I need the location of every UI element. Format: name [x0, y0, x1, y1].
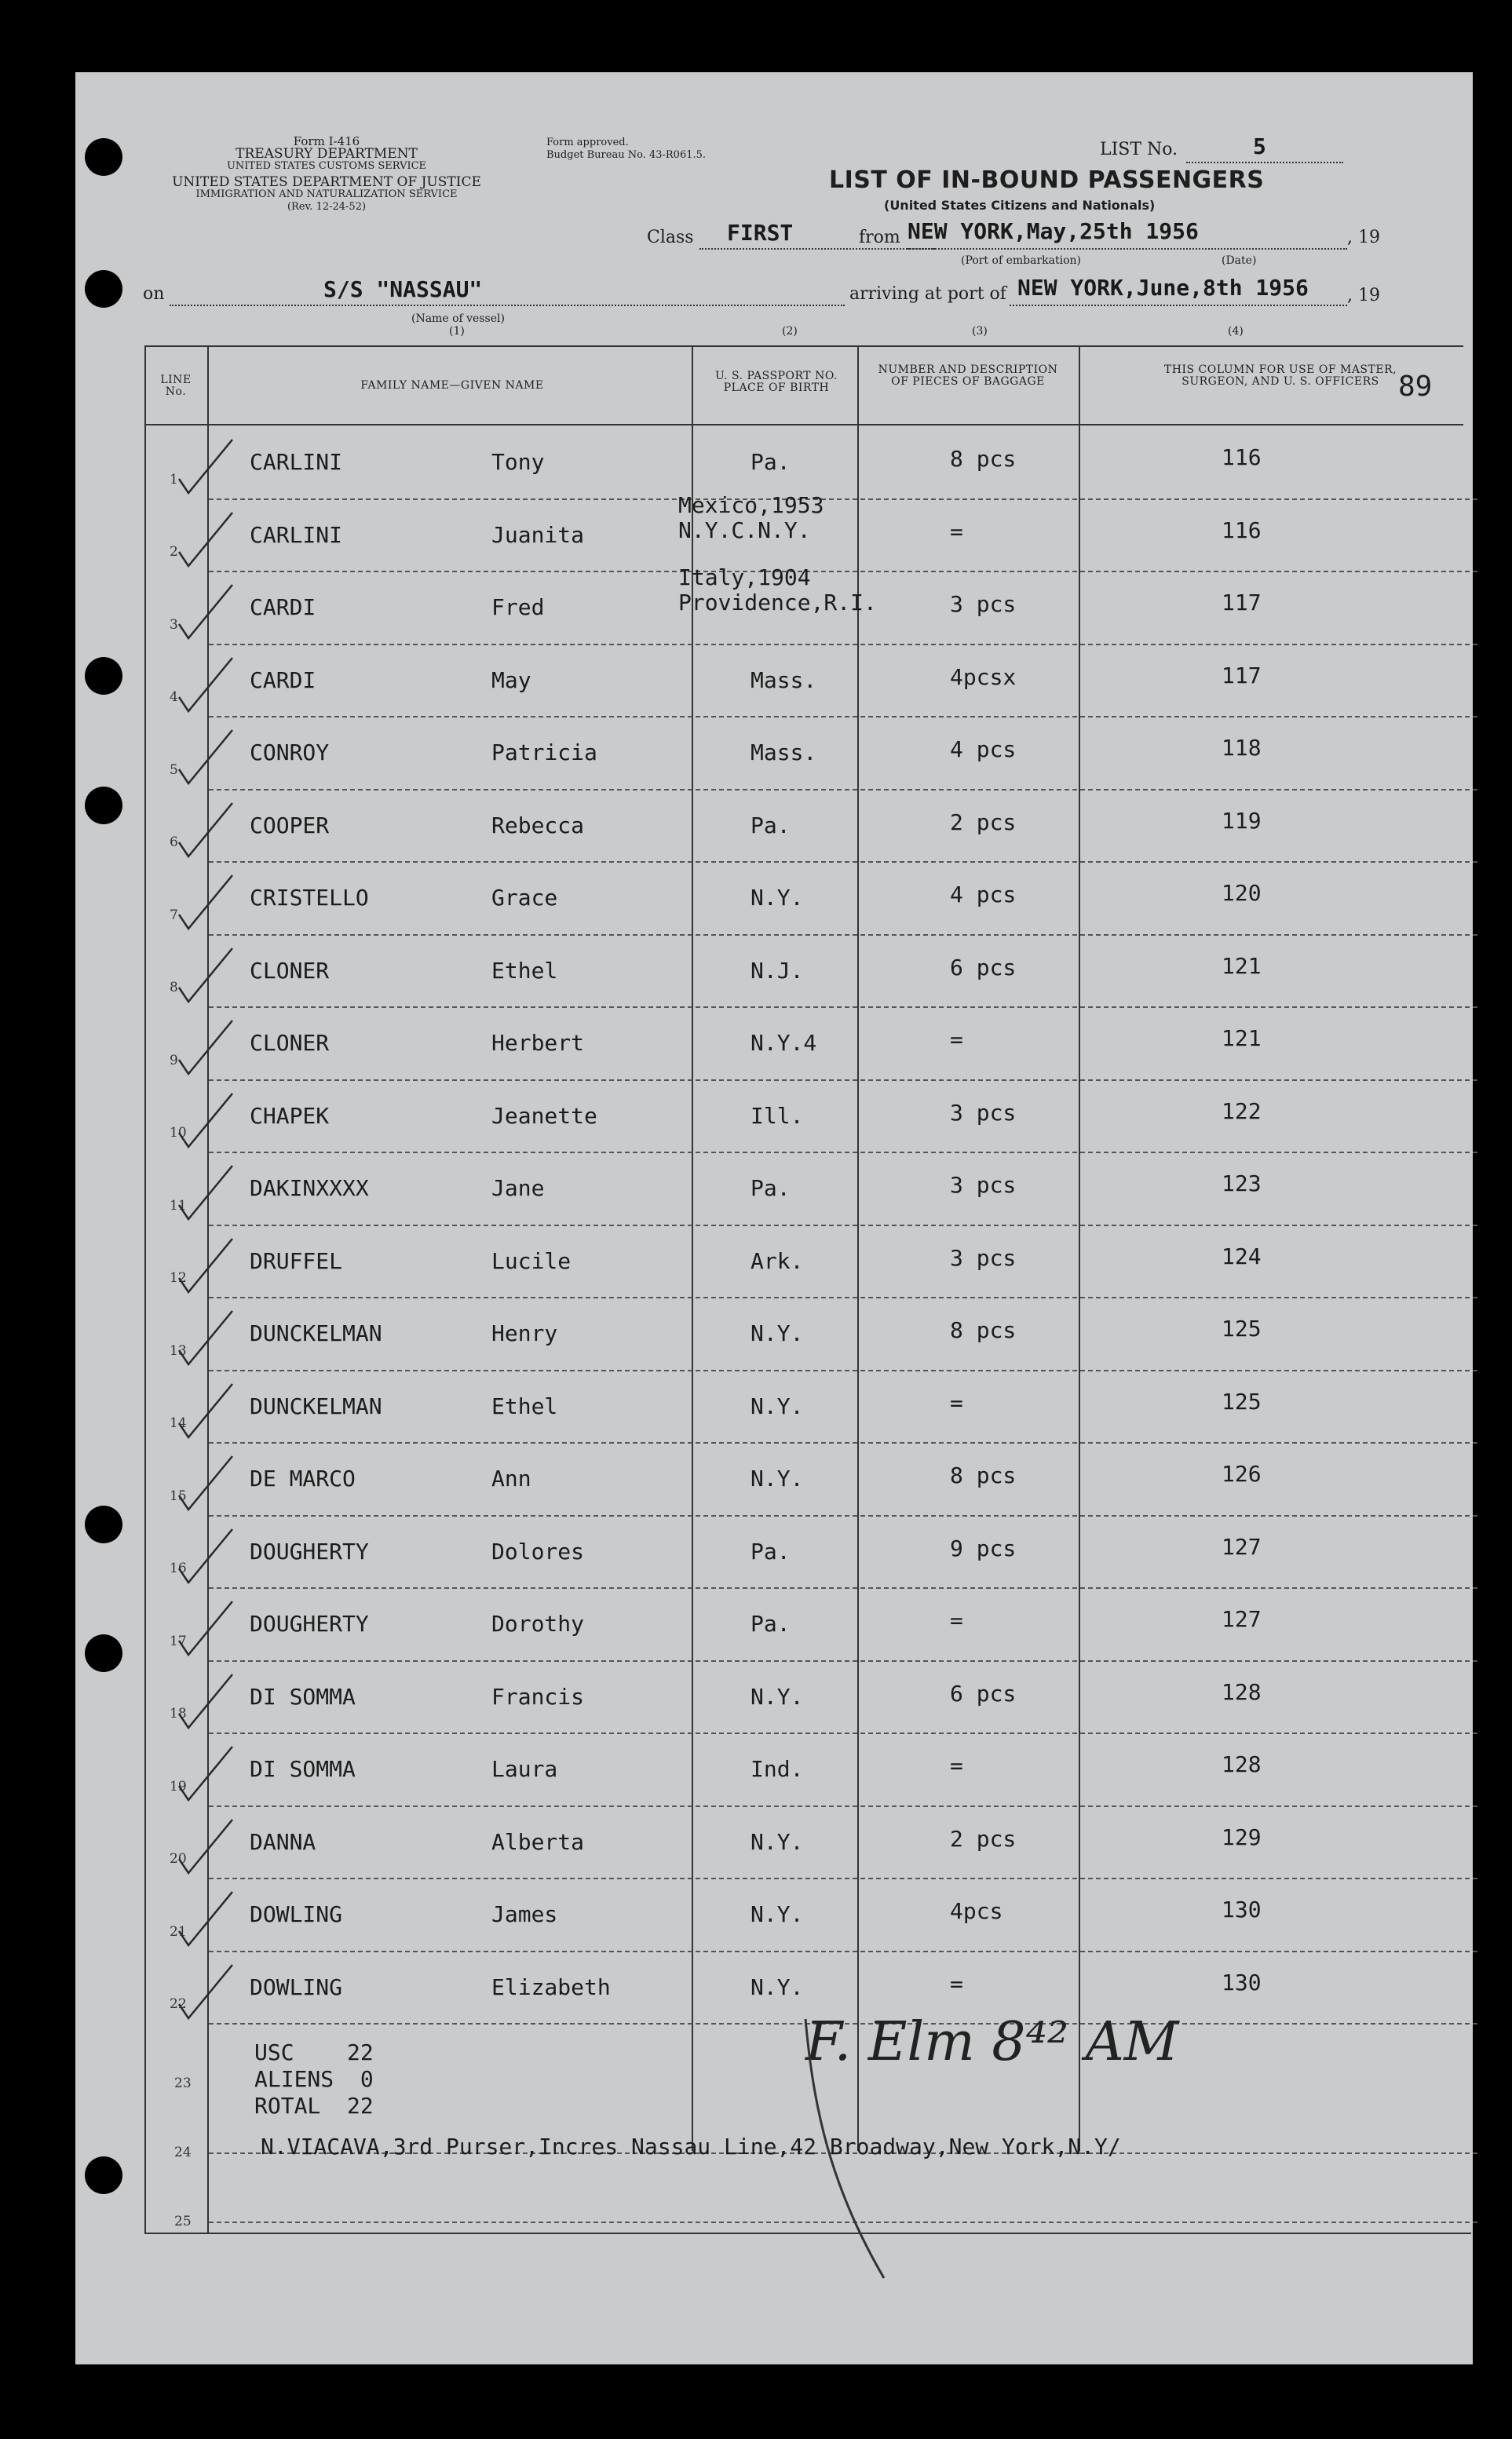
col-num-1: (1) [449, 325, 465, 338]
baggage-count: = [950, 1608, 963, 1634]
officer-number: 121 [1222, 1025, 1262, 1051]
check-mark-icon [176, 508, 239, 571]
family-name: DUNCKELMAN [250, 1320, 382, 1346]
officer-number: 118 [1222, 735, 1262, 761]
family-name: DOWLING [250, 1973, 343, 2000]
line-number: 1 [170, 471, 178, 487]
place-of-birth: Italy,1904 [678, 564, 811, 590]
family-name: DUNCKELMAN [250, 1393, 382, 1419]
check-mark-icon [176, 1960, 239, 2023]
form-sheet [75, 72, 1473, 2364]
form-subtitle: (United States Citizens and Nationals) [884, 198, 1156, 213]
officer-number: 117 [1222, 662, 1262, 688]
line-number: 3 [170, 616, 178, 633]
line-number: 6 [170, 834, 178, 850]
given-name: Elizabeth [491, 1973, 611, 2000]
baggage-count: = [950, 518, 963, 545]
list-no-value: 5 [1253, 133, 1266, 159]
officer-number: 127 [1222, 1606, 1262, 1632]
place-of-birth: Ark. [751, 1247, 804, 1274]
agency-block [130, 135, 523, 214]
baggage-count: 4 pcs [950, 882, 1017, 907]
officer-number: 130 [1222, 1969, 1262, 1995]
row-divider [209, 789, 1477, 790]
place-of-birth: N.Y.4 [751, 1030, 817, 1056]
family-name: CLONER [250, 1030, 330, 1056]
row-divider [209, 1370, 1477, 1371]
check-mark-icon [176, 435, 239, 498]
date-caption: (Date) [1222, 254, 1257, 267]
line-number: 13 [170, 1342, 187, 1359]
check-mark-icon [176, 1379, 239, 1442]
approval-block [546, 137, 706, 162]
row-divider [209, 1152, 1477, 1153]
form-number: Form I-416 [293, 134, 360, 148]
family-name: COOPER [250, 812, 330, 838]
table-top-border [144, 345, 1463, 347]
officer-number: 121 [1222, 952, 1262, 979]
row-divider [209, 716, 1477, 717]
col-header-name: FAMILY NAME—GIVEN NAME [360, 379, 544, 392]
given-name: Ethel [491, 1393, 558, 1419]
row-divider [209, 1878, 1477, 1879]
vessel-line [170, 305, 845, 306]
place-of-birth-line2: N.Y.C.N.Y. [678, 517, 811, 543]
year-suffix-2: , 19 [1347, 286, 1380, 305]
baggage-count: = [950, 1970, 963, 1997]
baggage-count: = [950, 1027, 963, 1053]
given-name: May [491, 666, 531, 693]
list-no-label: LIST No. [1100, 140, 1178, 159]
check-mark-icon [176, 580, 239, 643]
family-name: CARLINI [250, 521, 343, 548]
baggage-count: 6 pcs [950, 1680, 1017, 1707]
given-name: Alberta [491, 1828, 585, 1855]
place-of-birth: N.Y. [751, 1973, 804, 2000]
check-mark-icon [176, 1451, 239, 1514]
signature-stroke [782, 2011, 892, 2294]
given-name: Patricia [491, 739, 597, 765]
line-number: 5 [170, 761, 178, 778]
col-num-4: (4) [1228, 325, 1244, 338]
family-name: CARLINI [250, 449, 343, 475]
place-of-birth: Pa. [751, 1611, 791, 1637]
form-approved: Form approved. [546, 137, 629, 148]
col-header-baggage: NUMBER AND DESCRIPTION OF PIECES OF BAGGAGE [878, 363, 1058, 388]
header-bottom-border [144, 424, 1463, 425]
baggage-count: 2 pcs [950, 809, 1017, 835]
row-divider [209, 1006, 1477, 1008]
customs-service: UNITED STATES CUSTOMS SERVICE [226, 160, 427, 172]
form-title: LIST OF IN-BOUND PASSENGERS [829, 166, 1265, 194]
line-number: 11 [170, 1197, 187, 1214]
line-number: 22 [170, 1996, 187, 2012]
check-mark-icon [176, 1016, 239, 1079]
table-left-border [144, 345, 146, 2233]
col-header-line-no: LINE No. [160, 374, 192, 398]
usc-count: USC 22 [254, 2039, 374, 2065]
officer-number: 126 [1222, 1461, 1262, 1487]
check-mark-icon [176, 1887, 239, 1950]
revision: (Rev. 12-24-52) [287, 201, 367, 213]
family-name: DRUFFEL [250, 1247, 343, 1274]
family-name: DI SOMMA [250, 1756, 356, 1782]
line-number: 2 [170, 544, 178, 560]
line-number-24: 24 [174, 2145, 192, 2160]
baggage-count: 3 pcs [950, 591, 1017, 617]
col-header-passport: U. S. PASSPORT NO. PLACE OF BIRTH [715, 370, 838, 394]
baggage-count: 3 pcs [950, 1172, 1017, 1198]
budget-bureau: Budget Bureau No. 43-R061.5. [546, 149, 707, 161]
family-name: CARDI [250, 666, 316, 693]
line-number: 14 [170, 1415, 187, 1431]
row-divider [209, 1079, 1477, 1081]
given-name: Herbert [491, 1030, 585, 1056]
line-number: 10 [170, 1125, 187, 1141]
family-name: DOWLING [250, 1901, 343, 1927]
check-mark-icon [176, 1815, 239, 1878]
col-divider-birth [857, 345, 859, 2151]
row-divider [209, 1806, 1477, 1807]
place-of-birth: Pa. [751, 449, 791, 475]
row-divider [209, 498, 1477, 500]
given-name: Jeanette [491, 1102, 597, 1129]
justice-dept: UNITED STATES DEPARTMENT OF JUSTICE [172, 174, 481, 190]
col-divider-name [692, 345, 693, 2151]
family-name: DE MARCO [250, 1466, 356, 1492]
given-name: Laura [491, 1756, 558, 1782]
check-mark-icon [176, 1306, 239, 1369]
officer-number: 127 [1222, 1533, 1262, 1560]
check-mark-icon [176, 798, 239, 861]
given-name: Jane [491, 1175, 545, 1201]
list-no-line [1186, 162, 1343, 163]
arriving-line [1010, 305, 1347, 306]
place-of-birth: Mass. [751, 739, 817, 765]
punch-hole [85, 657, 122, 695]
ins: IMMIGRATION AND NATURALIZATION SERVICE [195, 188, 458, 200]
baggage-count: 4 pcs [950, 736, 1017, 762]
punch-hole [85, 138, 122, 176]
row-divider [209, 644, 1477, 645]
given-name: Ann [491, 1466, 531, 1492]
place-of-birth: N.J. [751, 957, 804, 984]
officer-number: 125 [1222, 1316, 1262, 1342]
given-name: Lucile [491, 1247, 572, 1274]
family-name: CRISTELLO [250, 885, 369, 911]
given-name: Francis [491, 1683, 585, 1710]
check-mark-icon [176, 1161, 239, 1224]
family-name: DI SOMMA [250, 1683, 356, 1710]
on-label: on [143, 284, 165, 304]
officer-number: 119 [1222, 807, 1262, 834]
officer-number: 116 [1222, 517, 1262, 543]
given-name: Fred [491, 594, 545, 620]
baggage-count: 3 pcs [950, 1244, 1017, 1271]
total-count: ROTAL 22 [254, 2093, 374, 2119]
officer-number: 116 [1222, 444, 1262, 470]
class-line [699, 248, 935, 250]
arriving-value: NEW YORK,June,8th 1956 [1017, 275, 1309, 301]
family-name: CARDI [250, 594, 316, 620]
officer-number: 130 [1222, 1897, 1262, 1922]
row-divider [209, 1442, 1477, 1444]
place-of-birth: N.Y. [751, 1683, 804, 1710]
row-divider [209, 1732, 1477, 1734]
place-of-birth: Pa. [751, 1538, 791, 1565]
officer-number: 125 [1222, 1388, 1262, 1415]
class-value: FIRST [727, 220, 794, 246]
place-of-birth: N.Y. [751, 1320, 804, 1346]
line-number: 21 [170, 1923, 187, 1940]
place-of-birth: N.Y. [751, 1466, 804, 1492]
family-name: DAKINXXXX [250, 1175, 369, 1201]
arriving-label: arriving at port of [849, 284, 1006, 304]
row-divider [209, 861, 1477, 863]
line-number: 20 [170, 1851, 187, 1867]
aliens-count: ALIENS 0 [254, 2066, 374, 2092]
from-label: from [859, 228, 900, 247]
family-name: CHAPEK [250, 1102, 330, 1129]
port-embark-caption: (Port of embarkation) [961, 254, 1081, 267]
check-mark-icon [176, 871, 239, 933]
line-number-25: 25 [174, 2214, 192, 2229]
col-header-officers: THIS COLUMN FOR USE OF MASTER, SURGEON, AND U. S. OFFICERS [1163, 363, 1397, 388]
line-number: 17 [170, 1633, 187, 1649]
page-mark: 89 [1398, 371, 1433, 403]
row-divider [209, 1297, 1477, 1298]
place-of-birth: Pa. [751, 812, 791, 838]
line-number: 8 [170, 980, 178, 995]
col-num-2: (2) [782, 325, 798, 338]
baggage-count: 8 pcs [950, 446, 1017, 472]
col-num-3: (3) [972, 325, 988, 338]
line-number: 9 [170, 1052, 178, 1068]
given-name: Dorothy [491, 1611, 585, 1637]
punch-hole [85, 1506, 122, 1543]
place-of-birth: Mass. [751, 666, 817, 693]
baggage-count: 9 pcs [950, 1535, 1017, 1561]
from-value: NEW YORK,May,25th 1956 [908, 218, 1199, 244]
place-of-birth-line2: Providence,R.I. [678, 590, 877, 615]
row-divider [209, 934, 1477, 936]
class-label: Class [647, 228, 694, 247]
check-mark-icon [176, 944, 239, 1006]
family-name: DANNA [250, 1828, 316, 1855]
row-divider [209, 571, 1477, 572]
from-line [908, 248, 1347, 250]
line-number: 15 [170, 1488, 187, 1504]
place-of-birth: N.Y. [751, 1393, 804, 1419]
officer-number: 122 [1222, 1097, 1262, 1124]
row-divider [209, 1515, 1477, 1517]
given-name: Henry [491, 1320, 558, 1346]
check-mark-icon [176, 1089, 239, 1152]
officer-number: 129 [1222, 1824, 1262, 1850]
family-name: DOUGHERTY [250, 1538, 369, 1565]
check-mark-icon [176, 1742, 239, 1805]
place-of-birth: Mexico,1953 [678, 491, 824, 518]
place-of-birth: Pa. [751, 1175, 791, 1201]
baggage-count: 4pcsx [950, 663, 1017, 690]
vessel-caption: (Name of vessel) [411, 312, 505, 325]
baggage-count: 8 pcs [950, 1462, 1017, 1488]
family-name: CONROY [250, 739, 330, 765]
row-divider [209, 1951, 1477, 1952]
punch-hole [85, 1634, 122, 1672]
vessel-name: S/S "NASSAU" [323, 276, 483, 302]
given-name: Tony [491, 449, 545, 475]
place-of-birth: N.Y. [751, 1901, 804, 1927]
given-name: Ethel [491, 957, 558, 984]
given-name: James [491, 1901, 558, 1927]
baggage-count: = [950, 1389, 963, 1416]
line-number: 12 [170, 1270, 187, 1286]
place-of-birth: Ill. [751, 1102, 804, 1129]
baggage-count: 2 pcs [950, 1825, 1017, 1852]
line-number: 18 [170, 1706, 187, 1722]
baggage-count: = [950, 1753, 963, 1779]
col-divider-baggage [1079, 345, 1080, 2151]
given-name: Juanita [491, 521, 585, 548]
check-mark-icon [176, 1524, 239, 1587]
punch-hole [85, 270, 122, 308]
line-number: 19 [170, 1778, 187, 1795]
row-divider [209, 1587, 1477, 1589]
row-divider [209, 1660, 1477, 1662]
line-number-23: 23 [174, 2076, 192, 2091]
punch-hole [85, 2156, 122, 2194]
check-mark-icon [176, 725, 239, 788]
place-of-birth: N.Y. [751, 1828, 804, 1855]
line-number: 16 [170, 1561, 187, 1576]
family-name: CLONER [250, 957, 330, 984]
baggage-count: 6 pcs [950, 954, 1017, 980]
given-name: Grace [491, 885, 558, 911]
baggage-count: 3 pcs [950, 1099, 1017, 1126]
family-name: DOUGHERTY [250, 1611, 369, 1637]
officer-number: 123 [1222, 1170, 1262, 1196]
check-mark-icon [176, 653, 239, 716]
baggage-count: 8 pcs [950, 1317, 1017, 1343]
officer-number: 128 [1222, 1678, 1262, 1705]
given-name: Dolores [491, 1538, 585, 1565]
check-mark-icon [176, 1234, 239, 1297]
handwritten-note: F. Elm 8⁴² AM [805, 2011, 1179, 2073]
line-number: 4 [170, 689, 178, 705]
check-mark-icon [176, 1597, 239, 1659]
officer-number: 124 [1222, 1243, 1262, 1269]
row-divider [209, 1225, 1477, 1226]
check-mark-icon [176, 1670, 239, 1732]
given-name: Rebecca [491, 812, 585, 838]
officer-number: 128 [1222, 1751, 1262, 1777]
year-suffix-1: , 19 [1347, 228, 1380, 247]
place-of-birth: N.Y. [751, 885, 804, 911]
department: TREASURY DEPARTMENT [236, 146, 418, 162]
punch-hole [85, 787, 122, 824]
baggage-count: 4pcs [950, 1898, 1003, 1924]
line-number: 7 [170, 907, 178, 923]
officer-number: 120 [1222, 880, 1262, 906]
officer-number: 117 [1222, 590, 1262, 615]
place-of-birth: Ind. [751, 1756, 804, 1782]
purser-line: N.VIACAVA,3rd Purser,Incres Nassau Line,42 Broadway,New York,N.Y/ [261, 2134, 1121, 2160]
